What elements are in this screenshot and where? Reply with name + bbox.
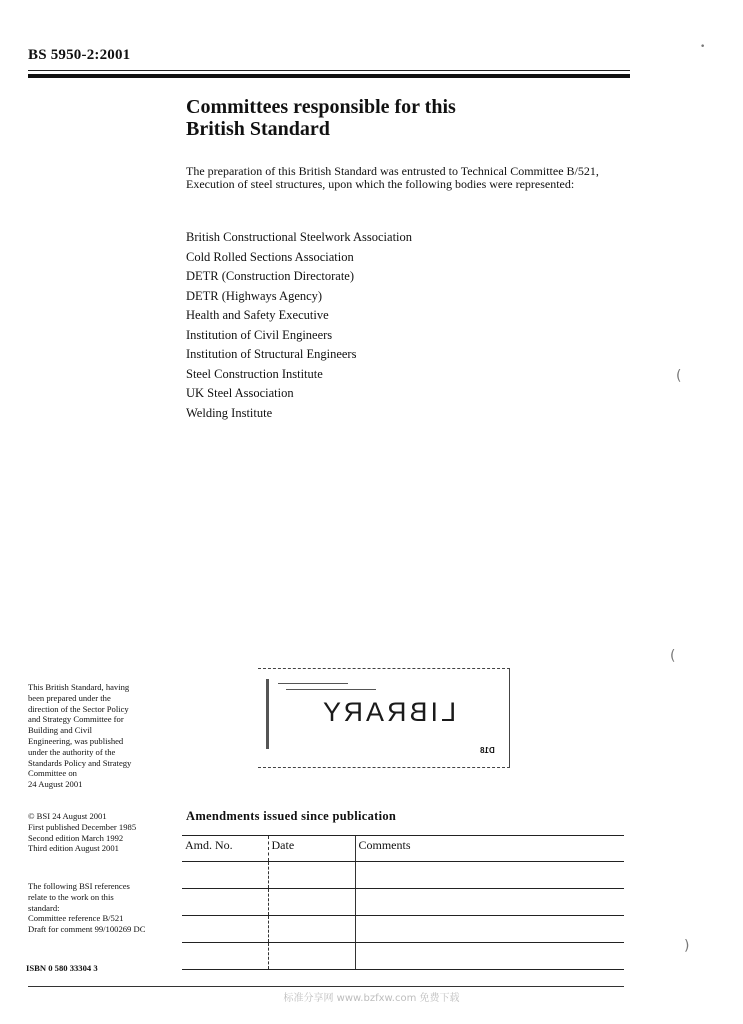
isbn: ISBN 0 580 33304 3 — [26, 963, 98, 973]
note-line: direction of the Sector Policy — [28, 703, 129, 714]
stamp-speck — [266, 679, 269, 749]
stamp-word: LIBRARY — [320, 697, 457, 727]
publication-authority-note — [28, 682, 178, 790]
table-cell — [355, 889, 624, 916]
note-line: been prepared under the — [28, 692, 111, 703]
body-item: DETR (Highways Agency) — [186, 288, 323, 303]
page-title — [186, 96, 586, 140]
body-item: DETR (Construction Directorate) — [186, 269, 355, 283]
body-item: Institution of Civil Engineers — [186, 327, 333, 342]
table-cell — [268, 889, 355, 916]
footer-rule — [28, 986, 624, 987]
table-header-row — [182, 836, 624, 862]
note-line: Committee on — [28, 768, 77, 779]
library-stamp — [258, 668, 510, 768]
scan-mark-icon: • — [700, 42, 706, 52]
table-cell — [268, 862, 355, 889]
body-item: Cold Rolled Sections Association — [186, 249, 354, 264]
table-cell — [355, 943, 624, 970]
note-line: © BSI 24 August 2001 — [28, 811, 107, 821]
body-item: Institution of Structural Engineers — [186, 347, 357, 361]
table-row — [182, 916, 624, 943]
table-cell — [182, 943, 268, 970]
committee-bodies-list — [186, 228, 412, 423]
note-line: Draft for comment 99/100269 DC — [28, 924, 146, 935]
table-cell — [268, 943, 355, 970]
intro-paragraph: The preparation of this British Standard was entrusted to Technical Committee B/521, Execution of steel structures, upon which the following bodies were represented: — [186, 164, 599, 191]
note-line: standard: — [28, 902, 60, 913]
body-item: Steel Construction Institute — [186, 366, 323, 381]
amendments-heading: Amendments issued since publication — [186, 809, 397, 823]
bsi-references-note — [28, 881, 178, 935]
page-title-line-2: British Standard — [186, 118, 330, 140]
column-header-amd-no: Amd. No. — [182, 836, 268, 862]
body-item: Health and Safety Executive — [186, 308, 329, 322]
column-header-comments: Comments — [355, 836, 624, 862]
body-item: UK Steel Association — [186, 386, 294, 400]
amendments-table — [182, 835, 624, 970]
table-row — [182, 862, 624, 889]
scan-mark-icon: ( — [676, 368, 682, 384]
table-cell — [182, 862, 268, 889]
note-line: The following BSI references — [28, 881, 130, 891]
table-cell — [182, 889, 268, 916]
table-cell — [182, 916, 268, 943]
stamp-speck — [278, 683, 348, 684]
table-row — [182, 889, 624, 916]
table-cell — [355, 916, 624, 943]
note-line: relate to the work on this — [28, 891, 114, 902]
note-line: and Strategy Committee for — [28, 714, 124, 725]
note-line: First published December 1985 — [28, 821, 137, 832]
note-line: Third edition August 2001 — [28, 843, 119, 854]
header-rule-thick — [28, 74, 630, 78]
note-line: This British Standard, having — [28, 682, 130, 692]
table-cell — [355, 862, 624, 889]
copyright-note — [28, 811, 178, 854]
scan-mark-icon: ( — [670, 648, 676, 664]
stamp-code: D18 — [480, 746, 495, 755]
header-rule-thin — [28, 70, 630, 71]
document-code: BS 5950-2:2001 — [28, 47, 131, 63]
stamp-speck — [286, 689, 376, 690]
note-line: 24 August 2001 — [28, 779, 83, 790]
scan-mark-icon: ) — [684, 938, 690, 954]
page-title-line-1: Committees responsible for this — [186, 96, 456, 118]
note-line: Second edition March 1992 — [28, 832, 124, 843]
note-line: Building and Civil — [28, 725, 92, 736]
note-line: Committee reference B/521 — [28, 913, 124, 924]
note-line: under the authority of the — [28, 746, 116, 757]
table-row — [182, 943, 624, 970]
note-line: Engineering, was published — [28, 735, 124, 746]
body-item: British Constructional Steelwork Association — [186, 230, 413, 244]
body-item: Welding Institute — [186, 405, 273, 420]
note-line: Standards Policy and Strategy — [28, 757, 132, 768]
column-header-date: Date — [268, 836, 355, 862]
watermark: 标准分享网 www.bzfxw.com 免费下载 — [283, 993, 460, 1004]
table-cell — [268, 916, 355, 943]
